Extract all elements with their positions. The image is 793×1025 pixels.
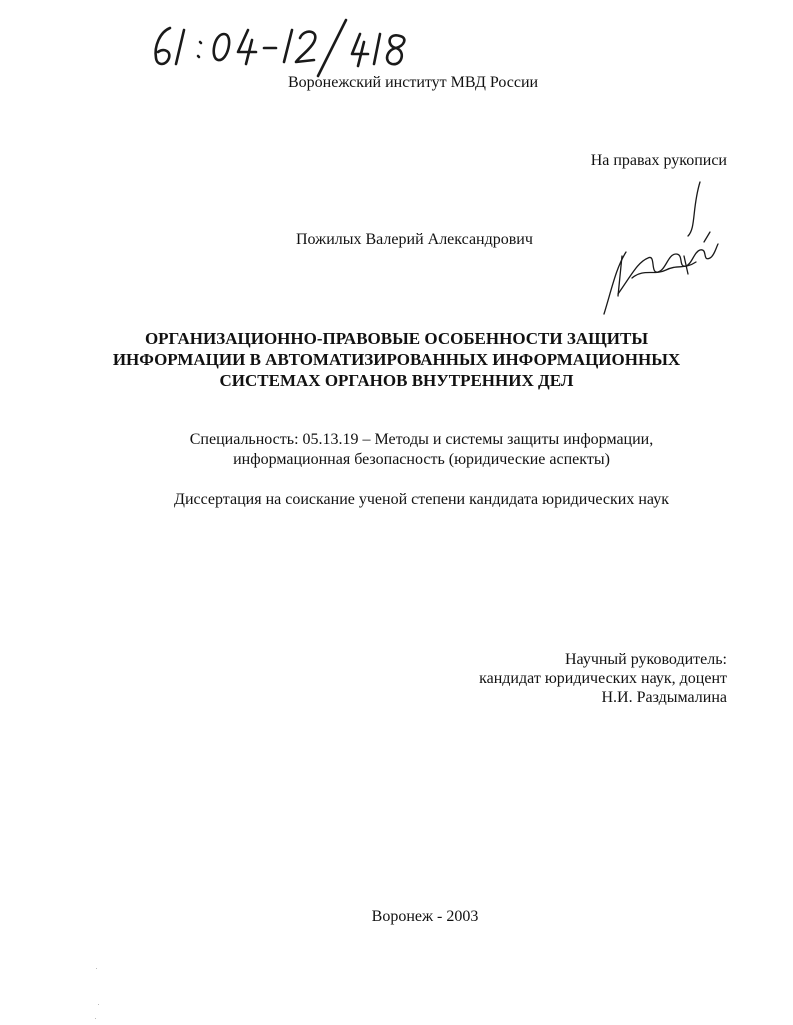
title-line: ИНФОРМАЦИИ В АВТОМАТИЗИРОВАННЫХ ИНФОРМАЦИОННЫХ	[112, 350, 681, 369]
specialty-line: Специальность: 05.13.19 – Методы и системы защиты информации,	[189, 431, 654, 448]
handwritten-archive-number	[148, 18, 418, 78]
institute-name: Воронежский институт МВД России	[288, 74, 539, 91]
supervisor-block	[479, 650, 727, 707]
title-line: СИСТЕМАХ ОРГАНОВ ВНУТРЕННИХ ДЕЛ	[219, 371, 574, 390]
degree-statement: Диссертация на соискание ученой степени кандидата юридических наук	[174, 491, 669, 508]
city-year: Воронеж - 2003	[371, 908, 479, 925]
rights-notice: На правах рукописи	[590, 152, 727, 169]
specialty-line: информационная безопасность (юридические аспекты)	[233, 451, 610, 468]
specialty-block	[0, 430, 793, 470]
supervisor-label: Научный руководитель:	[564, 651, 727, 668]
title-line: ОРГАНИЗАЦИОННО-ПРАВОВЫЕ ОСОБЕННОСТИ ЗАЩИТЫ	[144, 329, 649, 348]
scan-speck	[98, 1004, 99, 1005]
scan-speck	[96, 968, 97, 969]
author-name: Пожилых Валерий Александрович	[296, 231, 533, 248]
dissertation-title	[0, 328, 793, 391]
supervisor-name: Н.И. Раздымалина	[601, 689, 727, 706]
scan-speck	[95, 1018, 96, 1019]
supervisor-title: кандидат юридических наук, доцент	[479, 670, 727, 687]
signature-icon	[592, 178, 722, 318]
